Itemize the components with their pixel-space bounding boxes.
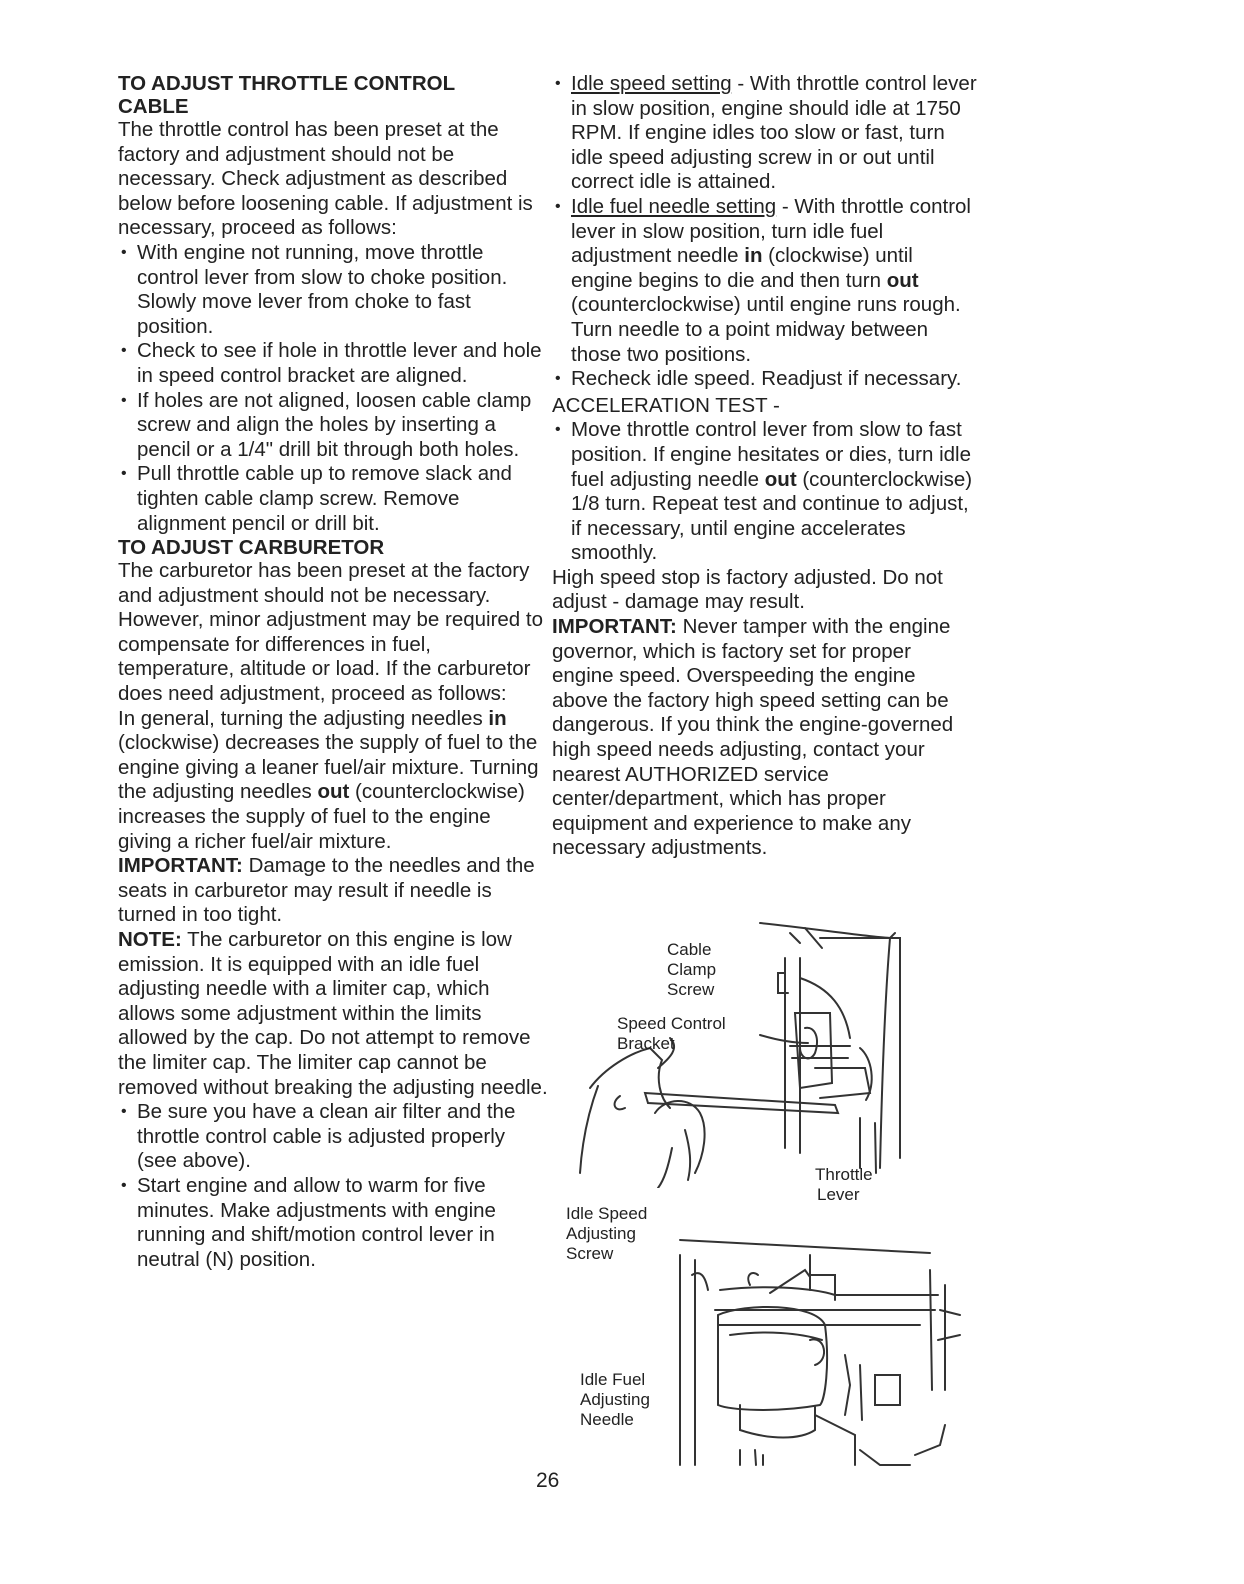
prep-steps <box>118 1100 548 1272</box>
acceleration-item <box>552 418 977 566</box>
label-line: Lever <box>817 1185 860 1204</box>
important-label: IMPORTANT: <box>118 854 243 878</box>
list-item: • Start engine and allow to warm for five minutes. Make adjustments with engine running and shift/motion control lever in neutral (N) position. <box>118 1174 548 1272</box>
label-line: Clamp <box>667 960 717 979</box>
page-number: 26 <box>536 1469 560 1492</box>
list-item: • If holes are not aligned, loosen cable clamp screw and align the holes by inserting a pencil or a 1/4" drill bit through both holes. <box>118 389 548 463</box>
idle-fuel-item <box>552 195 977 367</box>
label-line: Bracket <box>617 1034 675 1053</box>
high-speed-note: High speed stop is factory adjusted. Do not adjust - damage may result. <box>552 565 943 614</box>
list-item: • Pull throttle cable up to remove slack and tighten cable clamp screw. Remove alignment pencil or drill bit. <box>118 462 548 536</box>
accel-text-2: (counterclockwise) 1/8 turn. Repeat test and continue to adjust, if necessary, until engine accelerates smoothly. <box>571 467 973 565</box>
idle-fuel-out: out <box>886 268 919 292</box>
list-item: • With engine not running, move throttle control lever from slow to choke position. Slowly move lever from choke to fast position. <box>118 241 548 339</box>
idle-speed-text: - With throttle control lever in slow position, engine should idle at 1750 RPM. If engine idles too slow or fast, turn idle speed adjusting screw in or out until correct idle is attained. <box>571 72 977 194</box>
acceleration-heading: ACCELERATION TEST - <box>552 393 780 417</box>
right-column <box>552 72 977 861</box>
general-out: out <box>317 780 350 804</box>
carburetor-illustration <box>600 1215 970 1470</box>
note-paragraph <box>118 928 548 1100</box>
label-line: Speed Control <box>617 1014 726 1033</box>
label-line: Throttle <box>815 1165 873 1184</box>
throttle-steps <box>118 241 548 536</box>
label-line: Screw <box>566 1244 614 1263</box>
accel-out: out <box>764 467 797 491</box>
general-paragraph <box>118 707 548 855</box>
label-line: Idle Fuel <box>580 1370 646 1389</box>
label-line: Adjusting <box>580 1390 650 1409</box>
idle-fuel-title: Idle fuel needle setting <box>571 194 777 218</box>
general-in: in <box>488 706 507 730</box>
acceleration-steps <box>552 418 977 566</box>
important-paragraph <box>118 854 548 928</box>
accel-text-1: Move throttle control lever from slow to fast position. If engine hesitates or dies, turn idle fuel adjusting needle <box>571 418 971 491</box>
idle-fuel-needle-label <box>580 1370 650 1430</box>
label-line: Cable <box>667 940 712 959</box>
idle-speed-title: Idle speed setting <box>571 72 732 95</box>
idle-steps <box>552 72 977 392</box>
general-text-3: (counterclockwise) increases the supply of fuel to the engine giving a richer fuel/air mixture. <box>118 780 525 853</box>
important-label: IMPORTANT: <box>552 615 677 639</box>
idle-fuel-text-1: - With throttle control lever in slow position, turn idle fuel adjustment needle <box>571 194 971 268</box>
note-text: The carburetor on this engine is low emission. It is equipped with an idle fuel adjusting needle with a limiter cap, which allows some adjustment within the limits allowed by the cap. Do not attempt to remove the limiter cap. The limiter cap cannot be removed without breaking the adjusting needle. <box>118 928 548 1099</box>
recheck-item: • Recheck idle speed. Readjust if necessary. <box>552 367 977 392</box>
idle-fuel-in: in <box>744 244 763 268</box>
note-label: NOTE: <box>118 928 182 951</box>
carburetor-intro: The carburetor has been preset at the factory and adjustment should not be necessary. However, minor adjustment may be required to compensate for differences in fuel, temperature, altitude or load. If the carburetor does need adjustment, proceed as follows: <box>118 559 544 706</box>
list-item: • Be sure you have a clean air filter and the throttle control cable is adjusted properly (see above). <box>118 1100 548 1174</box>
label-line: Idle Speed <box>566 1204 648 1223</box>
label-line: Adjusting <box>566 1224 636 1243</box>
list-item: • Check to see if hole in throttle lever and hole in speed control bracket are aligned. <box>118 339 548 388</box>
governor-warning-text: Never tamper with the engine governor, which is factory set for proper engine speed. Overspeeding the engine above the factory high speed setting can be dangerous. If you think the engine-governed high speed needs adjusting, contact your nearest AUTHORIZED service center/department, which has proper equipment and experience to make any necessary adjustments. <box>552 615 954 860</box>
speed-control-bracket-label <box>617 1014 726 1054</box>
cable-clamp-screw-label <box>667 940 716 1000</box>
general-text-1: In general, turning the adjusting needles <box>118 706 483 730</box>
idle-speed-screw-label <box>566 1204 647 1264</box>
carburetor-heading: TO ADJUST CARBURETOR <box>118 536 385 560</box>
label-line: Screw <box>667 980 715 999</box>
throttle-intro: The throttle control has been preset at the factory and adjustment should not be necessary. Check adjustment as described below before loosening cable. If adjustment is necessary, proceed as follows: <box>118 118 533 240</box>
left-column <box>118 72 548 1272</box>
idle-fuel-text-3: (counterclockwise) until engine runs rough. Turn needle to a point midway between those two positions. <box>571 293 961 366</box>
label-line: Needle <box>580 1410 634 1429</box>
throttle-heading: TO ADJUST THROTTLE CONTROL CABLE <box>118 72 455 118</box>
important-text: Damage to the needles and the seats in carburetor may result if needle is turned in too tight. <box>118 854 535 927</box>
idle-fuel-text-2: (clockwise) until engine begins to die and then turn <box>571 244 913 292</box>
general-text-2: (clockwise) decreases the supply of fuel to the engine giving a leaner fuel/air mixture. Turning the adjusting needles <box>118 731 539 804</box>
governor-warning <box>552 615 977 861</box>
throttle-lever-label <box>815 1165 873 1205</box>
idle-speed-item <box>552 72 977 195</box>
